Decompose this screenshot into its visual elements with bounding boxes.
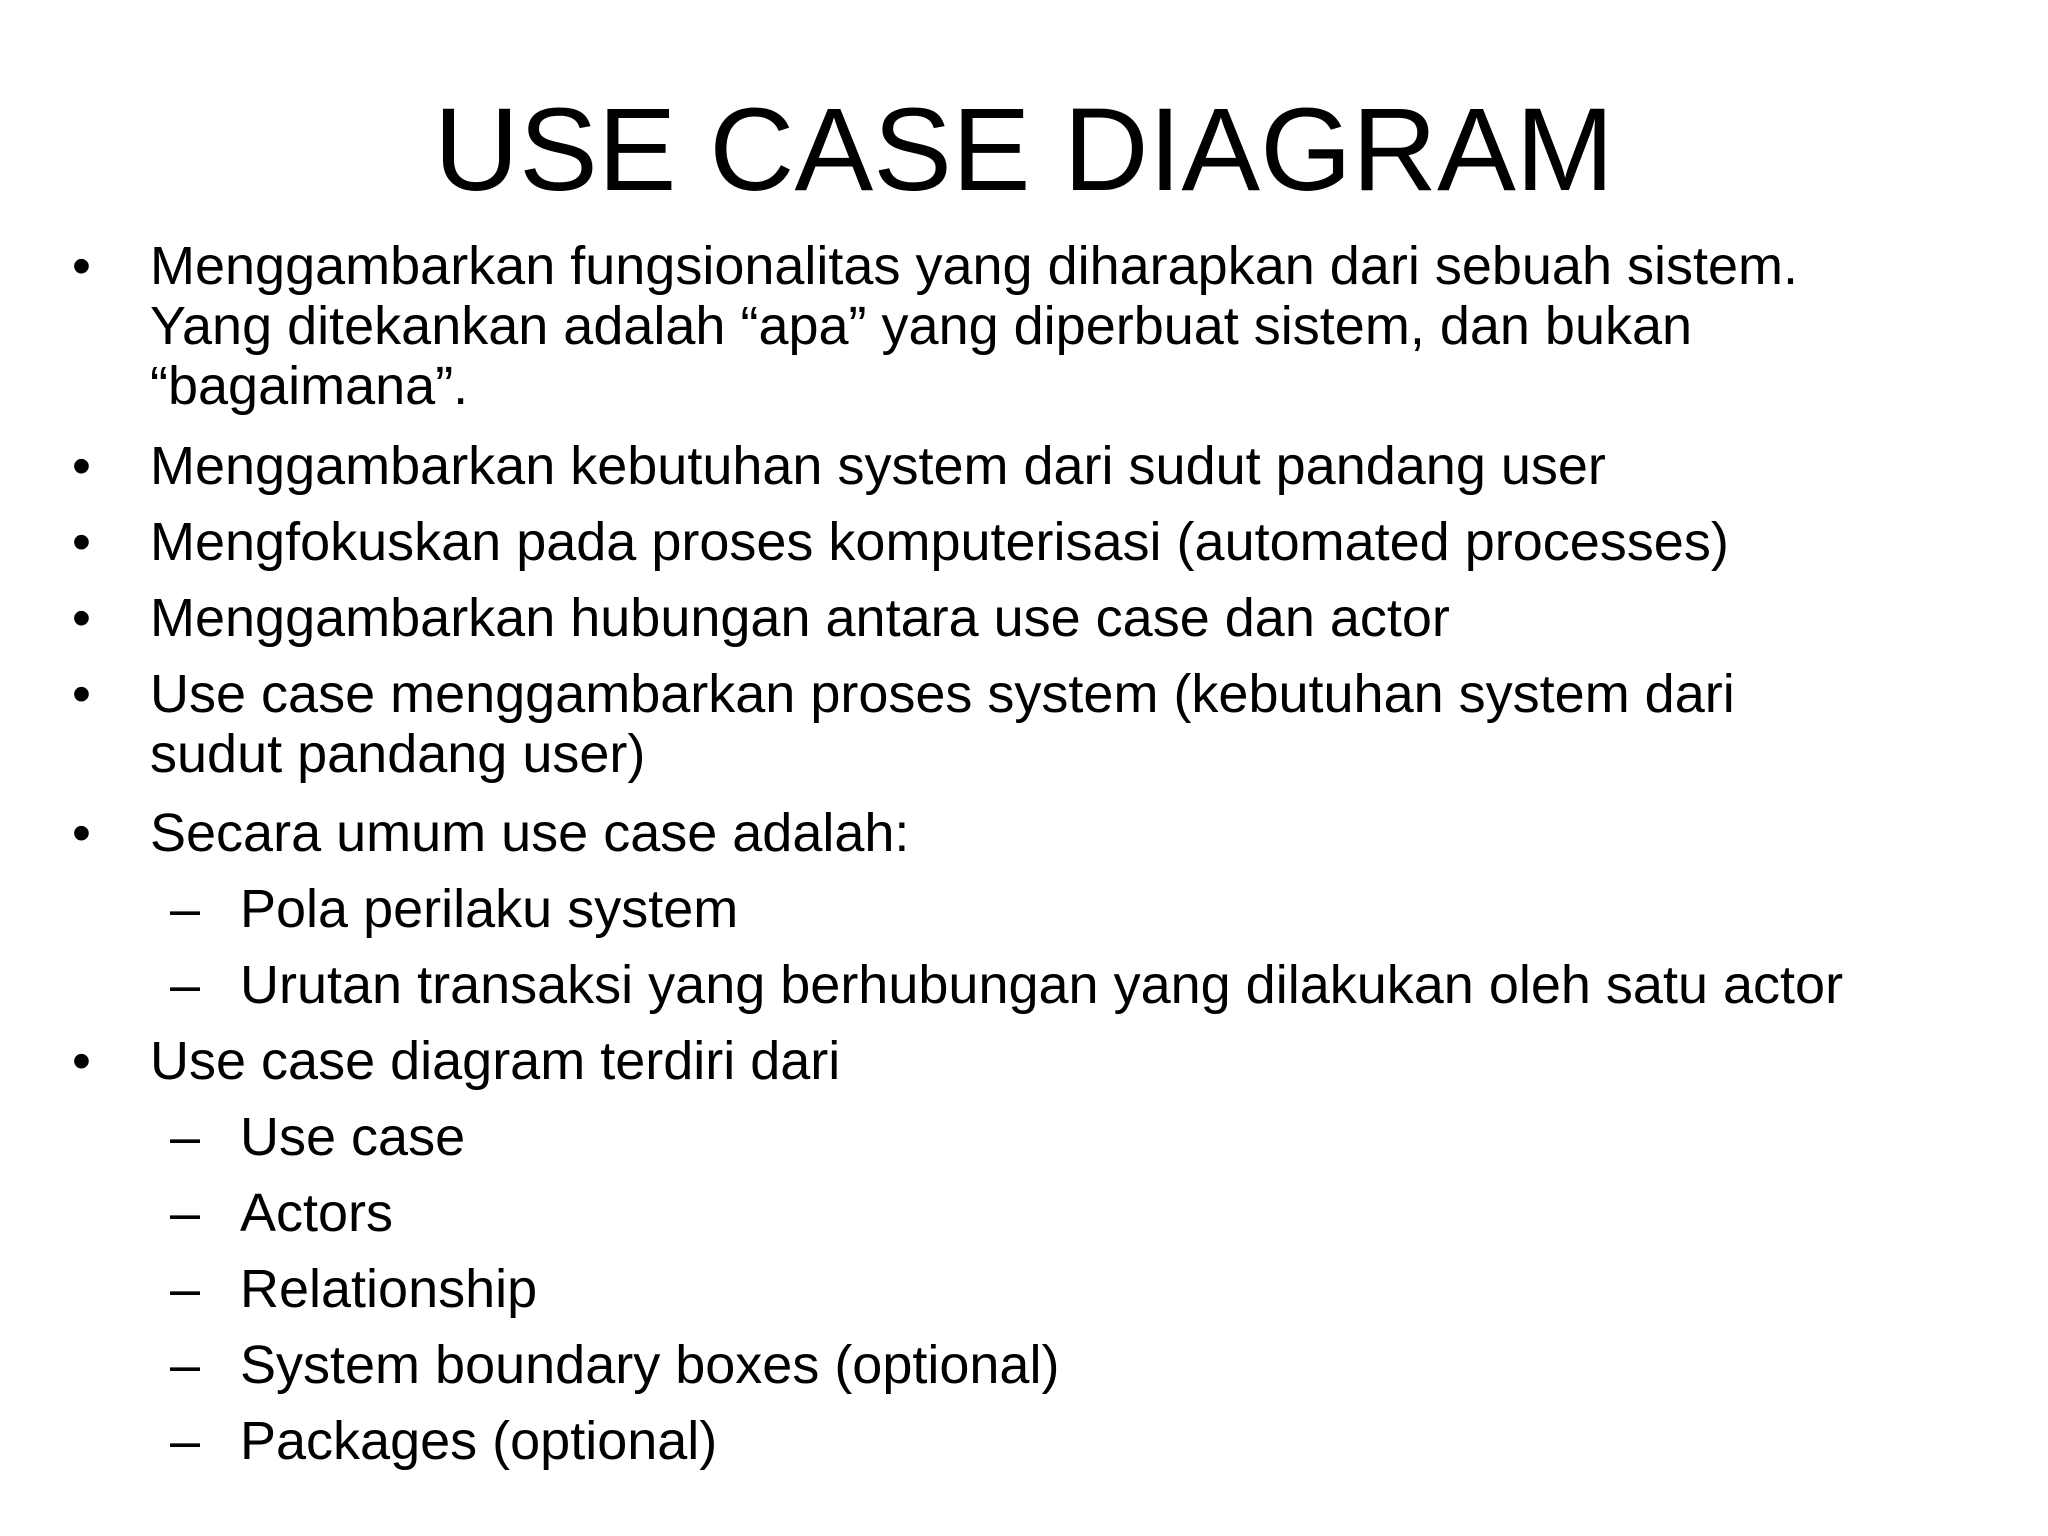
bullet-marker: • [72,664,91,724]
dash-marker: – [170,1183,201,1243]
sub-list-item-text: Relationship [240,1259,538,1319]
bullet-marker: • [72,588,91,648]
list-item-text: Mengfokuskan pada proses komputerisasi (automated processes) [150,512,1729,572]
list-item-text: Menggambarkan kebutuhan system dari sudut pandang user [150,436,1606,496]
sub-list-item-text: Actors [240,1183,394,1243]
sub-list-item-text: Packages (optional) [240,1411,718,1471]
slide-title: USE CASE DIAGRAM [433,84,1615,216]
list-item-text: Menggambarkan fungsionalitas yang diharapkan dari sebuah sistem. Yang ditekankan adalah “apa” yang diperbuat sistem, dan bukan “bagaimana”. [150,236,1799,416]
sub-list-item-text: Urutan transaksi yang berhubungan yang dilakukan oleh satu actor [240,955,1844,1015]
sub-list-item-text: System boundary boxes (optional) [240,1335,1060,1395]
bullet-marker: • [72,803,91,863]
dash-marker: – [170,1259,201,1319]
sub-list-item-text: Use case [240,1107,466,1167]
bullet-marker: • [72,436,91,496]
dash-marker: – [170,1411,201,1471]
bullet-marker: • [72,512,91,572]
list-item-text: Menggambarkan hubungan antara use case dan actor [150,588,1450,648]
dash-marker: – [170,879,201,939]
dash-marker: – [170,1107,201,1167]
list-item-text: Use case menggambarkan proses system (kebutuhan system dari sudut pandang user) [150,664,1735,784]
list-item-text: Secara umum use case adalah: [150,803,910,863]
list-item-text: Use case diagram terdiri dari [150,1031,841,1091]
sub-list-item-text: Pola perilaku system [240,879,739,939]
dash-marker: – [170,955,201,1015]
bullet-marker: • [72,1031,91,1091]
dash-marker: – [170,1335,201,1395]
bullet-marker: • [72,236,91,296]
